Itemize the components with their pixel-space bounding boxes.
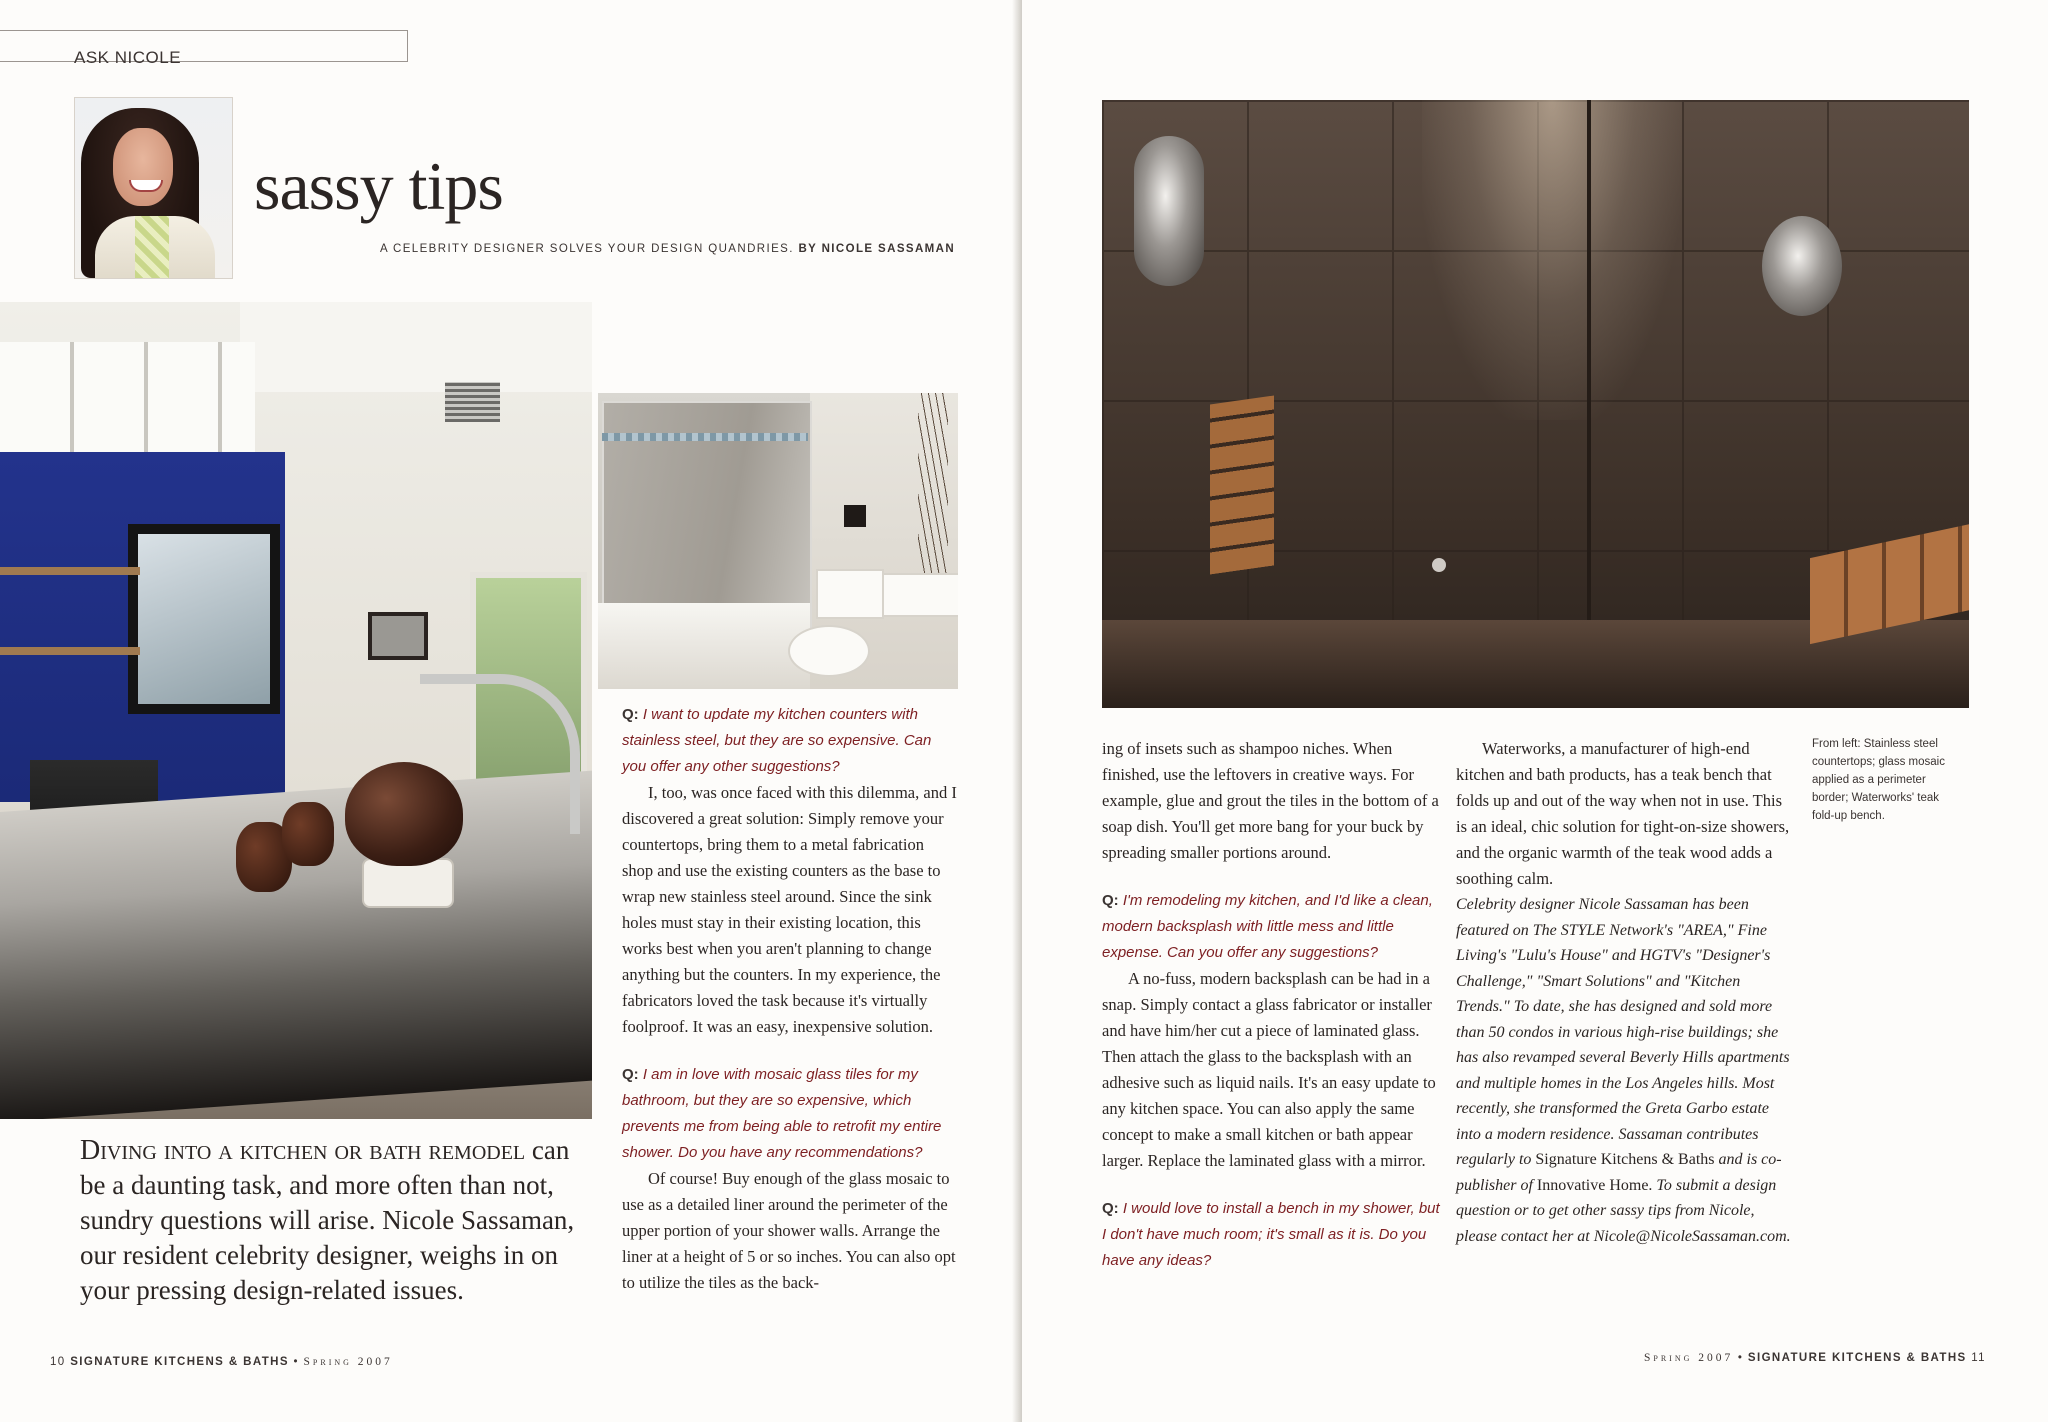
footer-left: 10 SIGNATURE KITCHENS & BATHS • Spring 2007 [50,1356,393,1368]
footer-issue: Spring 2007 [1644,1352,1734,1364]
answer-2-part1: Of course! Buy enough of the glass mosaic to use as a detailed liner around the perimeter of the upper portion of your shower walls. Arrange the liner at a height of 5 or so inches. You can also opt to utilize the tiles as the back- [622,1169,956,1292]
subtitle-text: A CELEBRITY DESIGNER SOLVES YOUR DESIGN QUANDRIES. [380,243,794,255]
column-left [622,702,958,1296]
question-text: I am in love with mosaic glass tiles for my bathroom, but they are so expensive, which prevents me from being able to retrofit my entire shower. Do you have any recommendations? [622,1066,942,1161]
byline: BY NICOLE SASSAMAN [798,243,956,255]
page-title: sassy tips [254,148,503,224]
intro-paragraph [80,1133,590,1308]
column-right-2 [1456,736,1796,1249]
q-label: Q: [622,1066,639,1083]
question-text: I'm remodeling my kitchen, and I'd like a clean, modern backsplash with little mess and little expense. Can you offer any suggestions? [1102,892,1433,961]
photo-caption: From left: Stainless steel countertops; glass mosaic applied as a perimeter border; Waterworks' teak fold-up bench. [1812,738,1945,822]
question-text: I want to update my kitchen counters with stainless steel, but they are so expensive. Can you offer any other suggestions? [622,706,932,775]
answer-2-part2: ing of insets such as shampoo niches. When finished, use the leftovers in creative ways. For example, glue and grout the tiles in the bottom of a soap dish. You'll get more bang for your buck by spreading smaller portions around. [1102,739,1439,862]
page-number-right: 11 [1971,1352,1986,1364]
question-1 [622,702,958,780]
bio-part2: and is co-publisher of [1456,1151,1782,1194]
q-label: Q: [1102,1200,1119,1217]
bio-part3: To submit a design question or to get other sassy tips from Nicole, please contact her at Nicole@NicoleSassaman.com. [1456,1176,1791,1245]
section-tab [0,30,408,67]
answer-4: Waterworks, a manufacturer of high-end kitchen and bath products, has a teak bench that folds up and out of the way when not in use. This is an ideal, chic solution for tight-on-size showers, and the organic warmth of the teak wood adds a soothing calm. [1456,739,1790,888]
intro-text: can be a daunting task, and more often than not, sundry questions will arise. Nicole Sassaman, our resident celebrity designer, weighs in on your pressing design-related issues. [80,1135,575,1305]
answer-3: A no-fuss, modern backsplash can be had in a snap. Simply contact a glass fabricator or installer and have him/her cut a piece of laminated glass. Then attach the glass to the backsplash with an adhesive such as liquid nails. It's an easy update to any kitchen space. You can also apply the same concept to make a small kitchen or bath appear larger. Replace the laminated glass with a mirror. [1102,969,1436,1170]
q-label: Q: [1102,892,1119,909]
bio-magazine-1: Signature Kitchens & Baths [1535,1151,1715,1168]
footer-magazine: SIGNATURE KITCHENS & BATHS [1747,1352,1967,1364]
column-right-1 [1102,736,1442,1274]
author-portrait [74,97,233,279]
footer-magazine: SIGNATURE KITCHENS & BATHS [70,1356,289,1368]
subtitle [380,243,955,255]
author-bio [1456,892,1796,1249]
answer-1: I, too, was once faced with this dilemma, and I discovered a great solution: Simply remove your countertops, bring them to a metal fabrication shop and use the existing counters as the base to wrap new stainless steel around. Since the sink holes must stay in their existing location, this works best when you aren't planning to change anything but the counters. In my experience, the fabricators loved the task because it's virtually foolproof. It was an easy, inexpensive solution. [622,783,957,1036]
footer-issue: Spring 2007 [303,1356,393,1368]
page-number-left: 10 [50,1356,66,1368]
shower-photo [1102,100,1969,708]
section-label: ASK NICOLE [74,48,182,67]
footer-right: Spring 2007 • SIGNATURE KITCHENS & BATHS 11 [1644,1352,1986,1364]
question-4 [1102,1196,1442,1274]
intro-lead: Diving into a kitchen or bath remodel [80,1135,526,1166]
question-text: I would love to install a bench in my shower, but I don't have much room; it's small as it is. Do you have any ideas? [1102,1200,1440,1269]
bathroom-photo [598,393,958,689]
q-label: Q: [622,706,639,723]
question-2 [622,1062,958,1166]
question-3 [1102,888,1442,966]
left-page [0,0,1017,1422]
bio-magazine-2: Innovative Home. [1536,1176,1653,1194]
bio-part1: Celebrity designer Nicole Sassaman has been featured on The STYLE Network's "AREA," Fine Living's "Lulu's House" and HGTV's "Designer's Challenge," "Smart Solutions" and "Kitchen Trends." To date, she has designed and sold more than 50 condos in various high-rise buildings; she has also revamped several Beverly Hills apartments and multiple homes in the Los Angeles hills. Most recently, she transformed the Greta Garbo estate into a modern residence. Sassaman contributes regularly to [1456,896,1790,1168]
kitchen-photo [0,302,592,1119]
